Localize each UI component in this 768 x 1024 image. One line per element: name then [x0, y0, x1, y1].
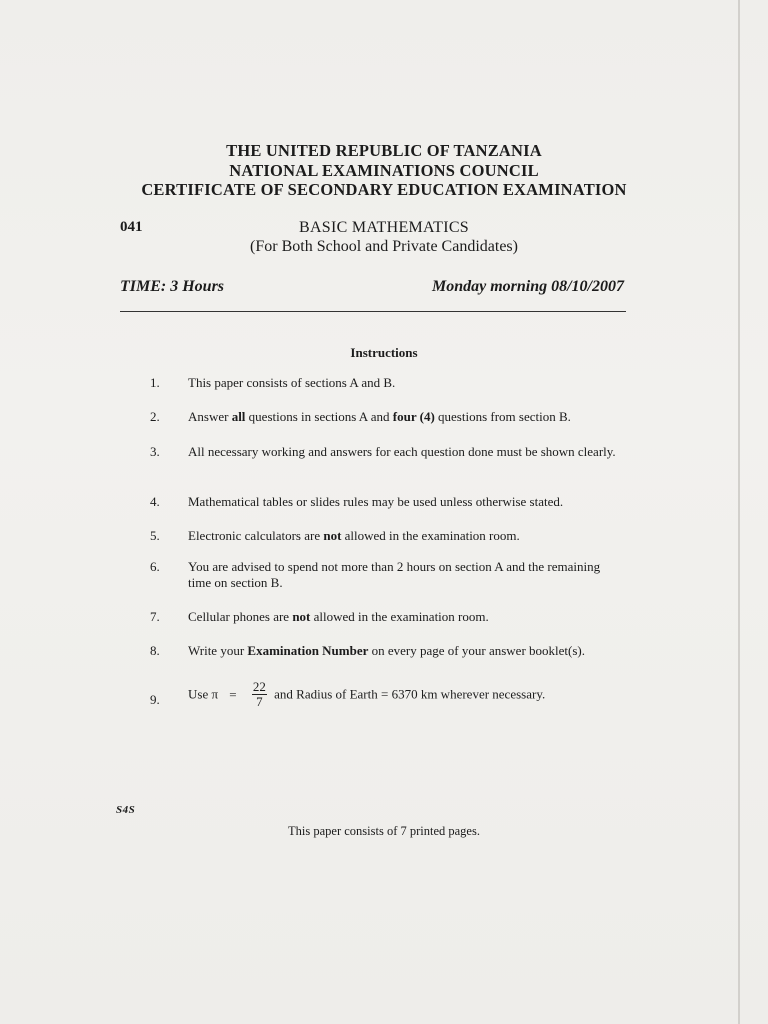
instruction-number: 7. [150, 609, 160, 624]
subject-title: BASIC MATHEMATICS [298, 219, 469, 236]
instruction-text: You are advised to spend not more than 2 hours on section A and the remaining time on section B. [188, 559, 601, 590]
instruction-text: Cellular phones are not allowed in the examination room. [188, 609, 489, 624]
header-country: THE UNITED REPUBLIC OF TANZANIA [226, 141, 542, 160]
exam-date: Monday morning 08/10/2007 [431, 278, 624, 295]
instruction-text: This paper consists of sections A and B. [188, 375, 396, 390]
instruction-number: 5. [150, 528, 160, 543]
instruction-number: 2. [150, 409, 160, 424]
instruction-text: All necessary working and answers for each question done must be shown clearly. [188, 444, 616, 459]
header-council: NATIONAL EXAMINATIONS COUNCIL [229, 161, 539, 180]
instruction-text: Answer all questions in sections A and four (4) questions from section B. [188, 409, 571, 424]
header-divider [120, 311, 626, 312]
page-count-note: This paper consists of 7 printed pages. [288, 824, 480, 838]
instruction-number: 9. [150, 692, 160, 707]
exam-duration: TIME: 3 Hours [120, 278, 225, 295]
instruction-number: 4. [150, 494, 160, 509]
candidates-note: (For Both School and Private Candidates) [250, 238, 518, 255]
instruction-number: 1. [150, 375, 160, 390]
instructions-title: Instructions [350, 345, 418, 360]
header-exam-title: CERTIFICATE OF SECONDARY EDUCATION EXAMINATION [141, 180, 627, 199]
instruction-number: 6. [150, 559, 160, 574]
initials-mark: S4S [116, 804, 136, 816]
instruction-text: Electronic calculators are not allowed in the examination room. [188, 528, 520, 543]
instruction-number: 8. [150, 643, 160, 658]
instruction-text: Use π = $\frac{22}{7}$ and Radius of Earth = 6370 km wherever necessary. [188, 679, 546, 709]
instruction-text: Mathematical tables or slides rules may be used unless otherwise stated. [188, 494, 564, 509]
instruction-number: 3. [150, 444, 160, 459]
instruction-text: Write your Examination Number on every page of your answer booklet(s). [188, 643, 585, 658]
subject-code: 041 [120, 219, 143, 235]
pi-fraction: $\frac{22}{7}$ [252, 679, 266, 709]
